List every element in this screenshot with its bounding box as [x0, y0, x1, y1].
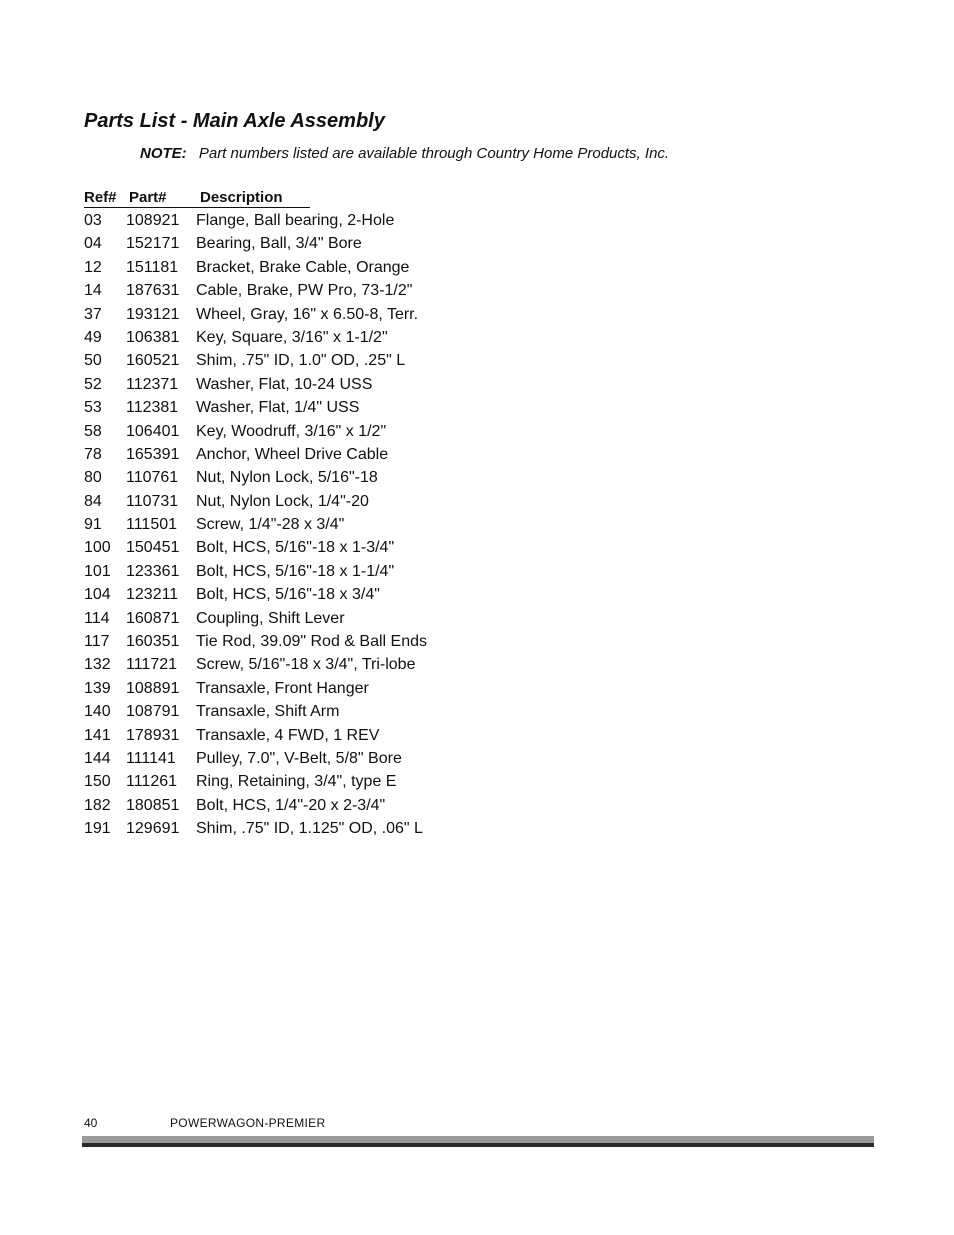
part-number-cell: 165391 [126, 445, 180, 463]
description-cell: Nut, Nylon Lock, 5/16"-18 [196, 469, 378, 487]
table-row [84, 209, 504, 232]
ref-cell: 84 [84, 492, 102, 510]
column-header-ref: Ref# [84, 189, 117, 206]
table-row [84, 536, 504, 559]
note [140, 145, 669, 162]
ref-cell: 117 [84, 633, 110, 651]
table-row [84, 747, 504, 770]
description-cell: Bolt, HCS, 5/16"-18 x 1-1/4" [196, 562, 395, 580]
table-row [84, 349, 504, 372]
footer-rule [82, 1136, 874, 1147]
ref-cell: 144 [84, 749, 111, 767]
table-row [84, 583, 504, 606]
page-number: 40 [84, 1116, 98, 1130]
description-cell: Washer, Flat, 10-24 USS [196, 375, 373, 393]
table-row [84, 420, 504, 443]
table-row [84, 256, 504, 279]
description-cell: Bearing, Ball, 3/4" Bore [196, 235, 362, 253]
description-cell: Bolt, HCS, 5/16"-18 x 3/4" [196, 586, 380, 604]
part-number-cell: 123211 [126, 586, 179, 604]
part-number-cell: 108891 [126, 679, 180, 697]
ref-cell: 37 [84, 305, 102, 323]
ref-cell: 104 [84, 586, 111, 604]
part-number-cell: 108791 [126, 703, 180, 721]
part-number-cell: 123361 [126, 562, 180, 580]
part-number-cell: 106401 [126, 422, 180, 440]
part-number-cell: 151181 [126, 258, 179, 276]
part-number-cell: 187631 [126, 282, 180, 300]
description-cell: Screw, 5/16"-18 x 3/4", Tri-lobe [196, 656, 416, 674]
ref-cell: 139 [84, 679, 111, 697]
ref-cell: 114 [84, 609, 110, 627]
ref-cell: 04 [84, 235, 102, 253]
description-cell: Bolt, HCS, 5/16"-18 x 1-3/4" [196, 539, 395, 557]
table-row [84, 653, 504, 676]
table-row [84, 560, 504, 583]
part-number-cell: 110761 [126, 469, 179, 487]
description-cell: Ring, Retaining, 3/4", type E [196, 773, 397, 791]
ref-cell: 12 [84, 258, 102, 276]
ref-cell: 78 [84, 445, 102, 463]
ref-cell: 03 [84, 212, 102, 229]
part-number-cell: 150451 [126, 539, 180, 557]
ref-cell: 191 [84, 820, 111, 838]
ref-cell: 91 [84, 516, 102, 534]
description-cell: Tie Rod, 39.09" Rod & Ball Ends [196, 633, 427, 651]
table-row [84, 794, 504, 817]
ref-cell: 80 [84, 469, 102, 487]
document-name: POWERWAGON-PREMIER [170, 1116, 326, 1130]
description-cell: Bolt, HCS, 1/4"-20 x 2-3/4" [196, 796, 386, 814]
ref-cell: 52 [84, 375, 102, 393]
page-title: Parts List - Main Axle Assembly [84, 110, 385, 132]
table-row [84, 700, 504, 723]
description-cell: Transaxle, Shift Arm [196, 703, 340, 721]
ref-cell: 14 [84, 282, 102, 300]
description-cell: Flange, Ball bearing, 2-Hole [196, 212, 395, 229]
table-row [84, 817, 504, 840]
column-header-description: Description [200, 189, 283, 206]
description-cell: Key, Square, 3/16" x 1-1/2" [196, 328, 388, 346]
ref-cell: 140 [84, 703, 111, 721]
description-cell: Transaxle, Front Hanger [196, 679, 369, 697]
table-row [84, 677, 504, 700]
note-label: NOTE: [140, 145, 187, 162]
part-number-cell: 112381 [126, 399, 179, 417]
table-row [84, 607, 504, 630]
part-number-cell: 152171 [126, 235, 180, 253]
description-cell: Anchor, Wheel Drive Cable [196, 445, 389, 463]
part-number-cell: 111501 [126, 516, 178, 534]
ref-cell: 101 [84, 562, 111, 580]
description-cell: Coupling, Shift Lever [196, 609, 345, 627]
table-row [84, 396, 504, 419]
description-cell: Wheel, Gray, 16" x 6.50-8, Terr. [196, 305, 419, 323]
ref-cell: 100 [84, 539, 111, 557]
part-number-cell: 129691 [126, 820, 180, 838]
table-row [84, 724, 504, 747]
table-row [84, 326, 504, 349]
table-row [84, 279, 504, 302]
part-number-cell: 111261 [126, 773, 178, 791]
part-number-cell: 160521 [126, 352, 180, 370]
part-number-cell: 178931 [126, 726, 180, 744]
table-row [84, 466, 504, 489]
ref-cell: 53 [84, 399, 102, 417]
part-number-cell: 160871 [126, 609, 180, 627]
ref-cell: 58 [84, 422, 102, 440]
ref-cell: 141 [84, 726, 111, 744]
page-footer [84, 1116, 326, 1130]
table-row [84, 770, 504, 793]
description-cell: Nut, Nylon Lock, 1/4"-20 [196, 492, 369, 510]
description-cell: Washer, Flat, 1/4" USS [196, 399, 360, 417]
ref-cell: 150 [84, 773, 111, 791]
part-number-cell: 110731 [126, 492, 179, 510]
ref-cell: 182 [84, 796, 111, 814]
parts-table-body [84, 209, 504, 841]
ref-cell: 132 [84, 656, 111, 674]
table-row [84, 513, 504, 536]
ref-cell: 50 [84, 352, 102, 370]
table-row [84, 443, 504, 466]
note-text: Part numbers listed are available through Country Home Products, Inc. [198, 145, 670, 162]
part-number-cell: 111721 [126, 656, 178, 674]
description-cell: Transaxle, 4 FWD, 1 REV [196, 726, 380, 744]
part-number-cell: 108921 [126, 212, 180, 229]
description-cell: Bracket, Brake Cable, Orange [196, 258, 410, 276]
description-cell: Shim, .75" ID, 1.0" OD, .25" L [196, 352, 406, 370]
description-cell: Shim, .75" ID, 1.125" OD, .06" L [196, 820, 423, 838]
description-cell: Pulley, 7.0", V-Belt, 5/8" Bore [196, 749, 402, 767]
table-row [84, 232, 504, 255]
part-number-cell: 193121 [126, 305, 180, 323]
part-number-cell: 180851 [126, 796, 180, 814]
part-number-cell: 106381 [126, 328, 180, 346]
description-cell: Screw, 1/4"-28 x 3/4" [196, 516, 345, 534]
description-cell: Cable, Brake, PW Pro, 73-1/2" [196, 282, 413, 300]
column-header-part: Part# [129, 189, 167, 206]
table-row [84, 490, 504, 513]
description-cell: Key, Woodruff, 3/16" x 1/2" [196, 422, 387, 440]
table-row [84, 630, 504, 653]
part-number-cell: 111141 [126, 749, 176, 767]
parts-table-header [84, 187, 310, 208]
ref-cell: 49 [84, 328, 102, 346]
table-row [84, 303, 504, 326]
table-row [84, 373, 504, 396]
part-number-cell: 160351 [126, 633, 180, 651]
part-number-cell: 112371 [126, 375, 179, 393]
